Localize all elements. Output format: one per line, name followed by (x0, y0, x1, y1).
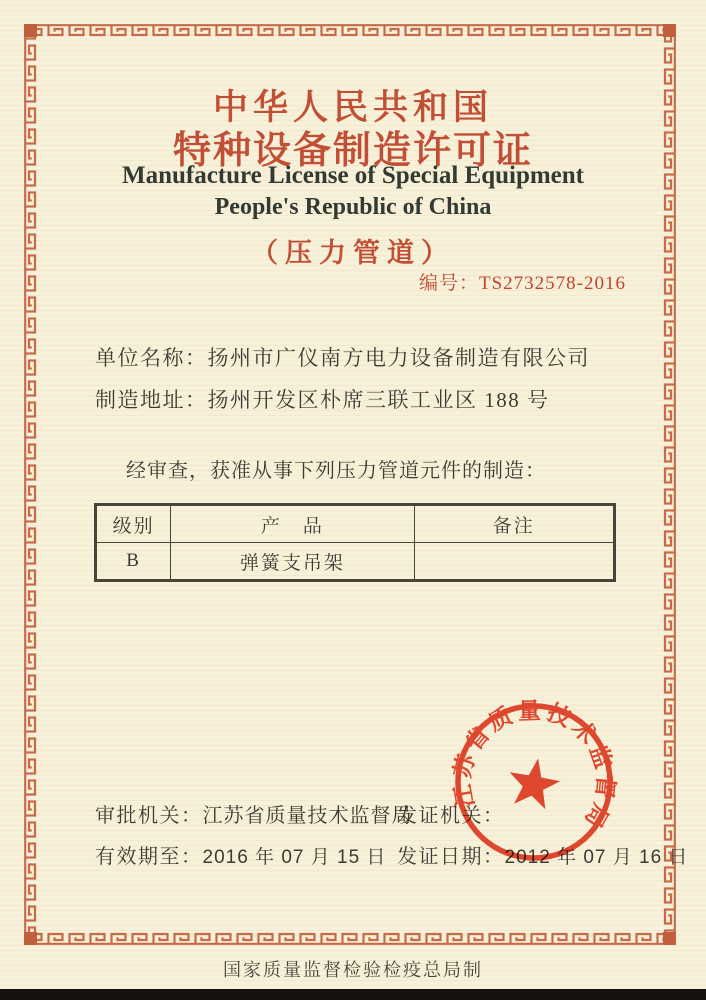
address-value: 扬州开发区朴席三联工业区 188 号 (207, 388, 550, 412)
company-line (95, 342, 590, 372)
company-value: 扬州市广仪南方电力设备制造有限公司 (207, 346, 590, 370)
address-line (95, 384, 550, 414)
license-number-line (419, 268, 626, 295)
seal-text: 江苏省质量技术监督局 (449, 698, 619, 836)
address-label: 制造地址： (95, 388, 208, 412)
scan-edge-strip (0, 989, 706, 1000)
title-cn-line1: 中华人民共和国 (212, 88, 493, 127)
approver-value: 江苏省质量技术监督局 (202, 805, 413, 827)
valid-until-line (95, 840, 386, 869)
title-cn-line2: 特种设备制造许可证 (172, 130, 533, 172)
official-seal-stamp (442, 690, 626, 874)
cell-note (414, 543, 614, 581)
header-grade: 级别 (96, 505, 171, 543)
issue-date-value: 2012 年 07 月 16 日 (504, 847, 689, 868)
cell-product: 弹簧支吊架 (171, 543, 414, 581)
title-en-line2: People's Republic of China (214, 194, 492, 220)
header-note: 备注 (414, 505, 614, 543)
company-label: 单位名称： (95, 346, 208, 370)
table-row (96, 543, 615, 581)
license-number-label: 编号： (418, 273, 479, 294)
issuing-authority-footer: 国家质量监督检验检疫总局制 (223, 960, 483, 980)
issue-date-label: 发证日期： (397, 846, 505, 868)
licensed-products-table (94, 503, 616, 582)
approver-line (95, 799, 413, 828)
header-product: 产 品 (171, 505, 414, 543)
issuer-label: 发证机关： (397, 805, 505, 827)
table-header-row (96, 505, 615, 543)
approver-label: 审批机关： (95, 805, 203, 827)
equipment-category: （压力管道） (251, 238, 455, 268)
authorization-statement: 经审查，获准从事下列压力管道元件的制造： (126, 460, 546, 482)
valid-until-value: 2016 年 07 月 15 日 (202, 847, 387, 868)
seal-star-icon (504, 754, 563, 811)
valid-until-label: 有效期至： (95, 846, 203, 868)
license-number-value: TS2732578-2016 (479, 273, 626, 294)
title-en-line1: Manufacture License of Special Equipment (121, 162, 585, 189)
cell-grade: B (96, 543, 171, 581)
